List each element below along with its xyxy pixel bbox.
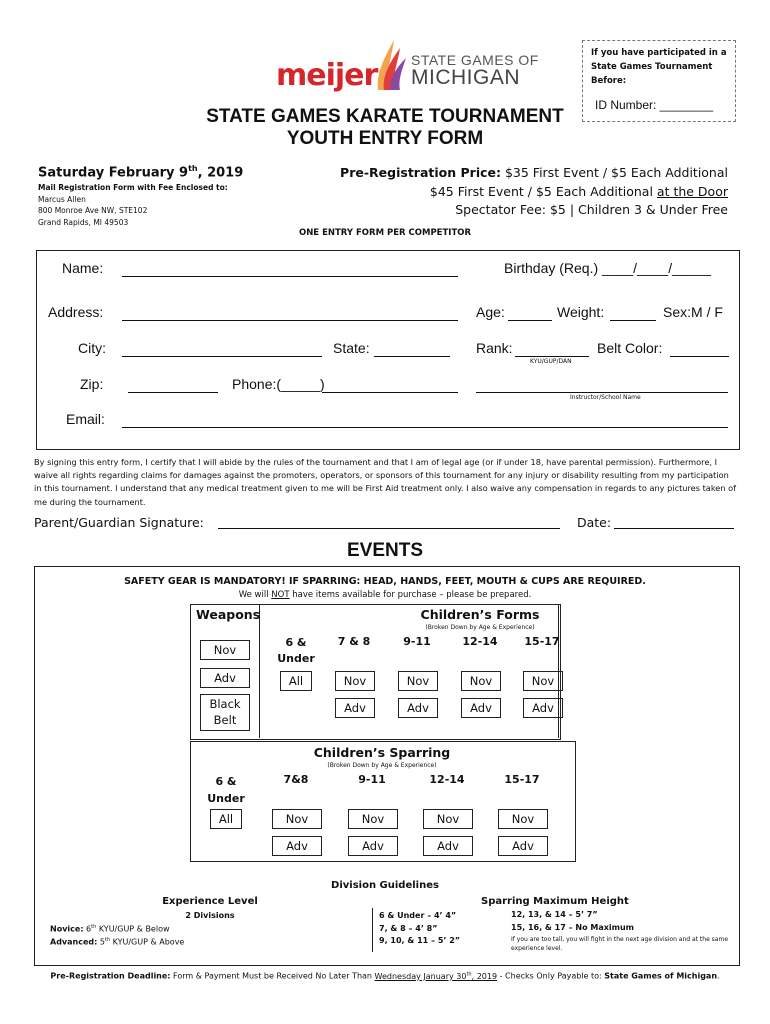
sparring-height-note: If you are too tall, you will fight in the next age division and at the same experience level. bbox=[511, 936, 729, 952]
rank-field[interactable] bbox=[515, 356, 589, 357]
weapons-divider bbox=[259, 604, 260, 738]
forms-col-9-11: 9-11 bbox=[403, 635, 431, 648]
email-label: Email: bbox=[66, 411, 105, 427]
footer-date bbox=[375, 972, 498, 981]
avail-a: We will bbox=[238, 590, 272, 600]
advanced-a: 5 bbox=[97, 937, 105, 947]
footer-a: Form & Payment Must be Received No Later Than bbox=[170, 971, 375, 981]
sparring-height-2: 15, 16, & 17 – No Maximum bbox=[511, 923, 634, 932]
weight-field[interactable] bbox=[610, 320, 656, 321]
sparring-sub: (Broken Down by Age & Experience) bbox=[327, 762, 437, 769]
sparring-9-11-adv[interactable]: Adv bbox=[348, 836, 398, 856]
sparring-col-15-17: 15-17 bbox=[504, 773, 540, 786]
footer-label: Pre-Registration Deadline: bbox=[50, 971, 171, 981]
sex-field[interactable]: Sex:M / F bbox=[663, 304, 723, 320]
city-field[interactable] bbox=[122, 356, 322, 357]
experience-sub: 2 Divisions bbox=[185, 911, 235, 920]
footer-date-text: Wednesday January 30 bbox=[374, 971, 467, 981]
id-number-box bbox=[582, 40, 736, 122]
one-entry-note: ONE ENTRY FORM PER COMPETITOR bbox=[298, 228, 472, 238]
forms-sub: (Broken Down by Age & Experience) bbox=[425, 624, 535, 631]
height-9-11: 9, 10, & 11 – 5’ 2” bbox=[379, 936, 461, 945]
guidelines-divider bbox=[372, 908, 373, 952]
footer-deadline bbox=[0, 971, 770, 981]
forms-15-17-nov[interactable]: Nov bbox=[523, 671, 563, 691]
belt-label: Belt Color: bbox=[597, 340, 663, 356]
rank-sub: KYU/GUP/DAN bbox=[530, 358, 572, 365]
forms-12-14-nov[interactable]: Nov bbox=[461, 671, 501, 691]
state-label: State: bbox=[333, 340, 370, 356]
belt-field[interactable] bbox=[670, 356, 729, 357]
sparring-12-14-adv[interactable]: Adv bbox=[423, 836, 473, 856]
novice-line bbox=[50, 924, 170, 934]
experience-title: Experience Level bbox=[162, 896, 258, 907]
footer-b: - Checks Only Payable to: bbox=[497, 971, 605, 981]
mail-info bbox=[38, 182, 228, 228]
rank-label: Rank: bbox=[476, 340, 513, 356]
sparring-15-17-nov[interactable]: Nov bbox=[498, 809, 548, 829]
title-line1: STATE GAMES KARATE TOURNAMENT bbox=[206, 106, 564, 127]
novice-b: KYU/GUP & Below bbox=[96, 924, 170, 934]
date-prefix: Saturday February 9 bbox=[38, 165, 189, 181]
pricing-line2: $45 First Event / $5 Each Additional bbox=[429, 183, 657, 199]
age-label: Age: bbox=[476, 304, 505, 320]
sparring-9-11-nov[interactable]: Nov bbox=[348, 809, 398, 829]
michigan-text: MICHIGAN bbox=[411, 66, 520, 89]
zip-field[interactable] bbox=[128, 392, 218, 393]
footer-end: . bbox=[717, 971, 720, 981]
waiver-text: By signing this entry form, I certify that I will abide by the rules of the tournament and that I am of legal age (or if under 18, have parental permission). Furthermore, I waive all rights regarding claims for damages against the promoters, operators, or sponsors of this tournament for any injury or disability resulting from my participation in this tournament. I understand that any medical treatment given to me will be First Aid treatment only. I also waive any compensation in regards to any pictures taken of me during the tournament. bbox=[34, 457, 736, 507]
pricing-line3: Spectator Fee: $5 | Children 3 & Under Free bbox=[455, 202, 728, 217]
mail-heading: Mail Registration Form with Fee Enclosed to: bbox=[38, 183, 228, 192]
pricing-label: Pre-Registration Price: bbox=[340, 165, 501, 180]
birthday-field[interactable]: Birthday (Req.) ____/____/_____ bbox=[504, 260, 712, 276]
date-sup: th bbox=[188, 164, 198, 173]
advanced-b: KYU/GUP & Above bbox=[110, 937, 185, 947]
signature-label: Parent/Guardian Signature: bbox=[34, 515, 204, 530]
title-line2: YOUTH ENTRY FORM bbox=[286, 128, 484, 149]
page-title bbox=[180, 106, 590, 150]
forms-7-8-nov[interactable]: Nov bbox=[335, 671, 375, 691]
forms-9-11-adv[interactable]: Adv bbox=[398, 698, 438, 718]
forms-title: Children’s Forms bbox=[420, 607, 540, 622]
sparring-col-12-14: 12-14 bbox=[429, 773, 465, 786]
state-field[interactable] bbox=[374, 356, 450, 357]
id-number-field[interactable]: ID Number: ________ bbox=[595, 98, 714, 112]
forms-col-6-under bbox=[276, 635, 316, 667]
address-field[interactable] bbox=[122, 320, 458, 321]
date-suffix: , 2019 bbox=[197, 165, 244, 181]
weapons-black-belt[interactable]: Black Belt bbox=[200, 694, 250, 731]
avail-not: NOT bbox=[271, 590, 290, 600]
forms-col-12-14: 12-14 bbox=[462, 635, 498, 648]
sparring-height-title: Sparring Maximum Height bbox=[481, 896, 629, 907]
forms-15-17-adv[interactable]: Adv bbox=[523, 698, 563, 718]
advanced-line bbox=[50, 937, 184, 947]
footer-sup: th bbox=[466, 971, 472, 977]
novice-a: 6 bbox=[83, 924, 92, 934]
sparring-col-6-l2: Under bbox=[207, 792, 245, 805]
forms-12-14-adv[interactable]: Adv bbox=[461, 698, 501, 718]
weight-label: Weight: bbox=[557, 304, 605, 320]
event-date bbox=[38, 164, 243, 180]
phone-field[interactable]: Phone:(_____) bbox=[232, 376, 325, 392]
date-label: Date: bbox=[577, 515, 612, 530]
height-7-8: 7, & 8 – 4’ 8” bbox=[379, 923, 438, 933]
novice-label: Novice: bbox=[50, 924, 84, 934]
forms-col-7-8: 7 & 8 bbox=[337, 635, 371, 648]
sparring-col-6-l1: 6 & bbox=[215, 775, 237, 788]
avail-b: have items available for purchase – please be prepared. bbox=[289, 590, 532, 600]
signature-field[interactable] bbox=[218, 528, 560, 529]
novice-sup: th bbox=[91, 924, 97, 930]
id-box-text: If you have participated in a State Games Tournament Before: bbox=[591, 48, 727, 86]
sparring-title: Children’s Sparring bbox=[313, 745, 451, 760]
sparring-15-17-adv[interactable]: Adv bbox=[498, 836, 548, 856]
mail-street: 800 Monroe Ave NW, STE102 bbox=[38, 206, 148, 215]
sparring-6-all[interactable]: All bbox=[210, 809, 242, 829]
date-field[interactable] bbox=[614, 528, 734, 529]
availability-note bbox=[0, 590, 770, 600]
state-games-flame-logo bbox=[370, 36, 410, 92]
heights-list bbox=[379, 910, 460, 948]
phone-line[interactable] bbox=[322, 392, 458, 393]
state-games-of-text: STATE GAMES OF bbox=[411, 52, 539, 68]
guidelines-title: Division Guidelines bbox=[331, 880, 439, 891]
advanced-label: Advanced: bbox=[50, 937, 98, 947]
forms-col-6-l2: Under bbox=[277, 652, 315, 665]
advanced-sup: th bbox=[104, 937, 111, 943]
sparring-height-1: 12, 13, & 14 – 5’ 7” bbox=[511, 910, 598, 919]
sparring-12-14-nov[interactable]: Nov bbox=[423, 809, 473, 829]
events-title: EVENTS bbox=[346, 540, 424, 561]
instructor-field[interactable] bbox=[476, 392, 728, 393]
forms-col-6-l1: 6 & bbox=[285, 636, 307, 649]
address-label: Address: bbox=[48, 304, 104, 320]
mail-name: Marcus Allen bbox=[38, 194, 86, 204]
meijer-logo: meijer bbox=[276, 58, 378, 93]
sparring-7-8-adv[interactable]: Adv bbox=[272, 836, 322, 856]
email-field[interactable] bbox=[122, 427, 728, 428]
weapons-title: Weapons bbox=[196, 607, 261, 622]
forms-6-all[interactable]: All bbox=[280, 671, 312, 691]
forms-7-8-adv[interactable]: Adv bbox=[335, 698, 375, 718]
forms-9-11-nov[interactable]: Nov bbox=[398, 671, 438, 691]
forms-col-15-17: 15-17 bbox=[524, 635, 560, 648]
footer-date-b: , 2019 bbox=[471, 971, 498, 981]
sparring-7-8-nov[interactable]: Nov bbox=[272, 809, 322, 829]
sparring-col-9-11: 9-11 bbox=[358, 773, 386, 786]
sparring-col-7-8: 7&8 bbox=[283, 773, 309, 786]
age-field[interactable] bbox=[508, 320, 552, 321]
weapons-adv[interactable]: Adv bbox=[200, 668, 250, 688]
name-label: Name: bbox=[62, 260, 104, 276]
pricing bbox=[340, 164, 728, 220]
safety-note: SAFETY GEAR IS MANDATORY! IF SPARRING: HEAD, HANDS, FEET, MOUTH & CUPS ARE REQUIRED. bbox=[124, 576, 646, 587]
sparring-col-6-under bbox=[206, 773, 246, 807]
weapons-nov[interactable]: Nov bbox=[200, 640, 250, 660]
city-label: City: bbox=[78, 340, 106, 356]
footer-payee: State Games of Michigan bbox=[604, 971, 718, 981]
pricing-door: at the Door bbox=[656, 183, 728, 199]
instructor-sub: Instructor/School Name bbox=[570, 394, 641, 401]
zip-label: Zip: bbox=[80, 376, 104, 392]
mail-city: Grand Rapids, MI 49503 bbox=[38, 217, 129, 227]
name-field[interactable] bbox=[122, 276, 458, 277]
pricing-line1: $35 First Event / $5 Each Additional bbox=[500, 165, 728, 180]
height-6-under: 6 & Under – 4’ 4” bbox=[379, 911, 457, 920]
